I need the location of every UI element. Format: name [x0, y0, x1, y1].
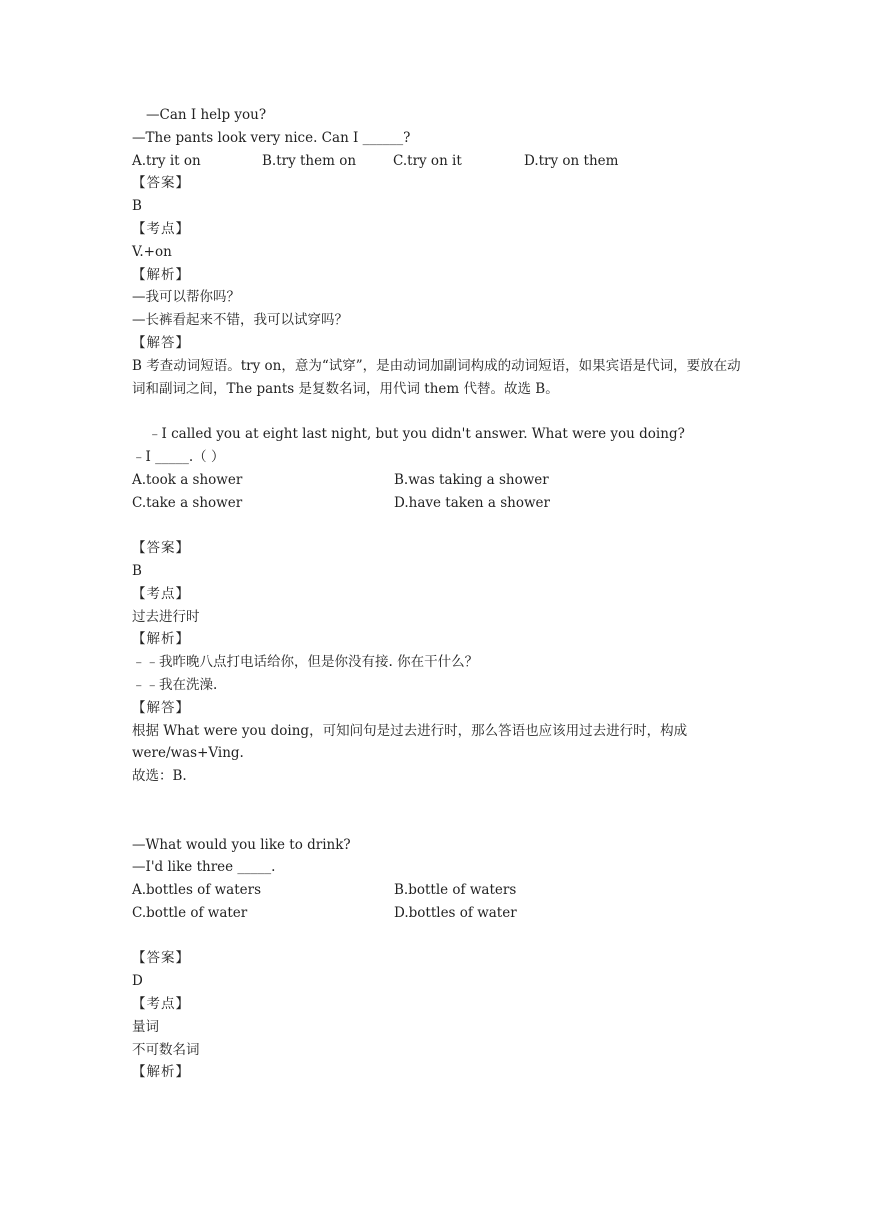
q2-option-b: B.was taking a shower [394, 471, 549, 488]
q2-choice: 故选：B. [132, 768, 187, 785]
q2-options-row-1 [132, 469, 742, 492]
q3-options-row-2 [132, 902, 742, 925]
spacer [132, 400, 742, 423]
q1-analysis-line: —我可以帮你吗？ [132, 289, 240, 306]
spacer [132, 925, 742, 948]
q2-option-d: D.have taken a shower [394, 494, 551, 511]
q2-analysis-line: ﹣﹣我在洗澡. [132, 676, 218, 693]
document-page [132, 104, 742, 1084]
q2-option-c: C.take a shower [132, 494, 243, 511]
q2-analysis-line: ﹣﹣我昨晚八点打电话给你，但是你没有接. 你在干什么？ [132, 654, 479, 671]
q3-answer: D [132, 973, 143, 990]
q1-options [132, 150, 742, 173]
q1-prompt: —Can I help you? [146, 107, 267, 123]
q2-point-heading: 【考点】 [132, 585, 190, 602]
q1-option-c: C.try on it [393, 152, 462, 169]
q1-option-d: D.try on them [524, 152, 619, 169]
q1-point: V.+on [132, 243, 172, 260]
q1-point-heading: 【考点】 [132, 220, 190, 237]
question-3 [132, 834, 742, 1085]
q3-point: 不可数名词 [132, 1041, 200, 1058]
q3-point-heading: 【考点】 [132, 996, 190, 1013]
q2-answer-heading: 【答案】 [132, 540, 190, 557]
q1-option-a: A.try it on [132, 152, 201, 169]
q3-prompt: —What would you like to drink? [132, 836, 351, 853]
q3-answer-heading: 【答案】 [132, 950, 190, 967]
spacer [132, 788, 742, 834]
q3-response: —I'd like three _____. [132, 859, 276, 876]
q3-option-d: D.bottles of water [394, 904, 517, 921]
q3-point: 量词 [132, 1018, 159, 1035]
q3-analysis-heading: 【解析】 [132, 1064, 190, 1081]
q1-answer: B [132, 198, 142, 215]
q2-prompt: ﹣I called you at eight last night, but you didn't answer. What were you doing? [148, 426, 685, 443]
q2-solution-heading: 【解答】 [132, 699, 190, 716]
q2-point: 过去进行时 [132, 608, 200, 625]
spacer [132, 514, 742, 537]
q2-analysis-heading: 【解析】 [132, 631, 190, 648]
q2-options-row-2 [132, 492, 742, 515]
q3-option-c: C.bottle of water [132, 904, 248, 921]
q3-option-b: B.bottle of waters [394, 882, 517, 899]
q1-response: —The pants look very nice. Can I ______? [132, 129, 411, 146]
q1-solution: B 考查动词短语。try on，意为“试穿”，是由动词加副词构成的动词短语，如果宾语是代词，要放在动词和副词之间，The pants 是复数名词，用代词 them 代替。故选 B。 [132, 357, 741, 397]
q1-solution-heading: 【解答】 [132, 334, 190, 351]
q1-option-b: B.try them on [262, 152, 357, 169]
q3-options-row-1 [132, 879, 742, 902]
q2-solution: 根据 What were you doing，可知问句是过去进行时，那么答语也应该用过去进行时，构成 were/was+Ving. [132, 722, 688, 762]
q2-answer: B [132, 562, 142, 579]
q1-analysis-line: —长裤看起来不错，我可以试穿吗？ [132, 312, 348, 329]
q2-option-a: A.took a shower [132, 471, 243, 488]
q1-answer-heading: 【答案】 [132, 175, 190, 192]
q1-analysis-heading: 【解析】 [132, 266, 190, 283]
q2-response: ﹣I _____.（ ） [132, 448, 225, 465]
q3-option-a: A.bottles of waters [132, 882, 262, 899]
question-2 [132, 423, 742, 788]
question-1 [132, 104, 742, 400]
